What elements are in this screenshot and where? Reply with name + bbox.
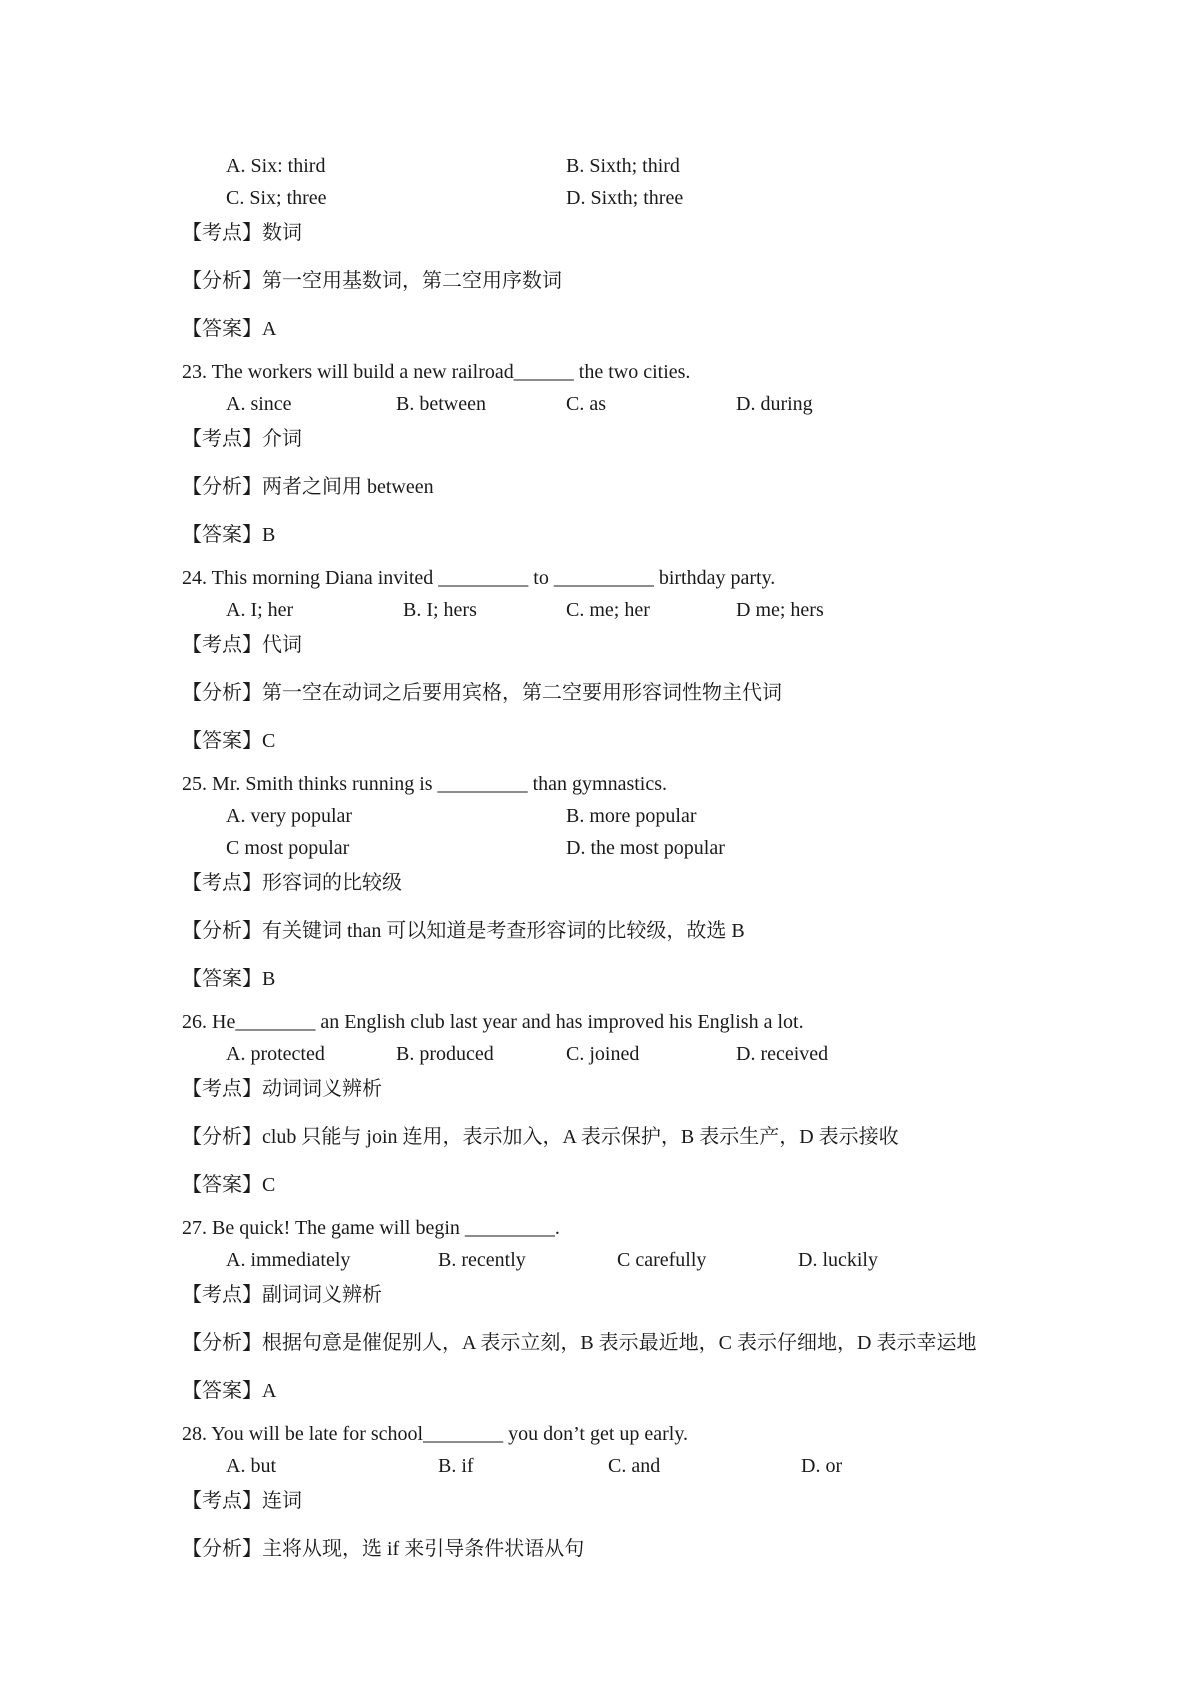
q22-option-b: B. Sixth; third bbox=[566, 155, 680, 177]
q24-question: 24. This morning Diana invited _________ to __________ birthday party. bbox=[182, 567, 776, 589]
q27-kaodian: 【考点】副词词义辨析 bbox=[182, 1284, 382, 1306]
q22-option-d: D. Sixth; three bbox=[566, 187, 684, 209]
q28-option-b: B. if bbox=[438, 1455, 474, 1477]
q23-option-a: A. since bbox=[226, 393, 292, 415]
q28-option-a: A. but bbox=[226, 1455, 276, 1477]
q24-option-b: B. I; hers bbox=[403, 599, 477, 621]
q26-option-b: B. produced bbox=[396, 1043, 494, 1065]
q26-question: 26. He________ an English club last year and has improved his English a lot. bbox=[182, 1011, 804, 1033]
q28-option-c: C. and bbox=[608, 1455, 661, 1477]
q26-option-d: D. received bbox=[736, 1043, 829, 1065]
q27-question: 27. Be quick! The game will begin _________. bbox=[182, 1217, 560, 1239]
q22-kaodian: 【考点】数词 bbox=[182, 222, 302, 244]
q23-kaodian: 【考点】介词 bbox=[182, 428, 302, 450]
q26-option-c: C. joined bbox=[566, 1043, 640, 1065]
q26-daan: 【答案】C bbox=[182, 1174, 276, 1196]
q23-question: 23. The workers will build a new railroad______ the two cities. bbox=[182, 361, 691, 383]
q23-option-b: B. between bbox=[396, 393, 486, 415]
q22-fenxi: 【分析】第一空用基数词，第二空用序数词 bbox=[182, 270, 562, 292]
q25-question: 25. Mr. Smith thinks running is _________ than gymnastics. bbox=[182, 773, 668, 795]
q22-option-c: C. Six; three bbox=[226, 187, 327, 209]
q27-daan: 【答案】A bbox=[182, 1380, 277, 1402]
q25-fenxi: 【分析】有关键词 than 可以知道是考查形容词的比较级，故选 B bbox=[182, 920, 745, 942]
q27-option-b: B. recently bbox=[438, 1249, 526, 1271]
q24-option-c: C. me; her bbox=[566, 599, 650, 621]
q25-option-b: B. more popular bbox=[566, 805, 697, 827]
q27-option-a: A. immediately bbox=[226, 1249, 351, 1271]
q24-option-a: A. I; her bbox=[226, 599, 294, 621]
q28-fenxi: 【分析】主将从现，选 if 来引导条件状语从句 bbox=[182, 1538, 585, 1560]
q26-kaodian: 【考点】动词词义辨析 bbox=[182, 1078, 382, 1100]
q25-option-c: C most popular bbox=[226, 837, 350, 859]
q25-option-d: D. the most popular bbox=[566, 837, 725, 859]
q23-option-c: C. as bbox=[566, 393, 606, 415]
q26-fenxi: 【分析】club 只能与 join 连用，表示加入，A 表示保护，B 表示生产，D 表示接收 bbox=[182, 1126, 899, 1148]
q25-daan: 【答案】B bbox=[182, 968, 276, 990]
q28-question: 28. You will be late for school________ you don’t get up early. bbox=[182, 1423, 689, 1445]
q23-fenxi: 【分析】两者之间用 between bbox=[182, 476, 434, 498]
q23-daan: 【答案】B bbox=[182, 524, 276, 546]
q23-option-d: D. during bbox=[736, 393, 813, 415]
q24-kaodian: 【考点】代词 bbox=[182, 634, 302, 656]
q27-option-d: D. luckily bbox=[798, 1249, 878, 1271]
q27-fenxi: 【分析】根据句意是催促别人，A 表示立刻，B 表示最近地，C 表示仔细地，D 表示幸运地 bbox=[182, 1332, 977, 1354]
q28-kaodian: 【考点】连词 bbox=[182, 1490, 302, 1512]
q24-daan: 【答案】C bbox=[182, 730, 276, 752]
q27-option-c: C carefully bbox=[617, 1249, 707, 1271]
q24-option-d: D me; hers bbox=[736, 599, 824, 621]
q22-daan: 【答案】A bbox=[182, 318, 277, 340]
q25-kaodian: 【考点】形容词的比较级 bbox=[182, 872, 402, 894]
q25-option-a: A. very popular bbox=[226, 805, 353, 827]
q22-option-a: A. Six: third bbox=[226, 155, 326, 177]
q26-option-a: A. protected bbox=[226, 1043, 325, 1065]
q24-fenxi: 【分析】第一空在动词之后要用宾格，第二空要用形容词性物主代词 bbox=[182, 682, 782, 704]
q28-option-d: D. or bbox=[801, 1455, 843, 1477]
